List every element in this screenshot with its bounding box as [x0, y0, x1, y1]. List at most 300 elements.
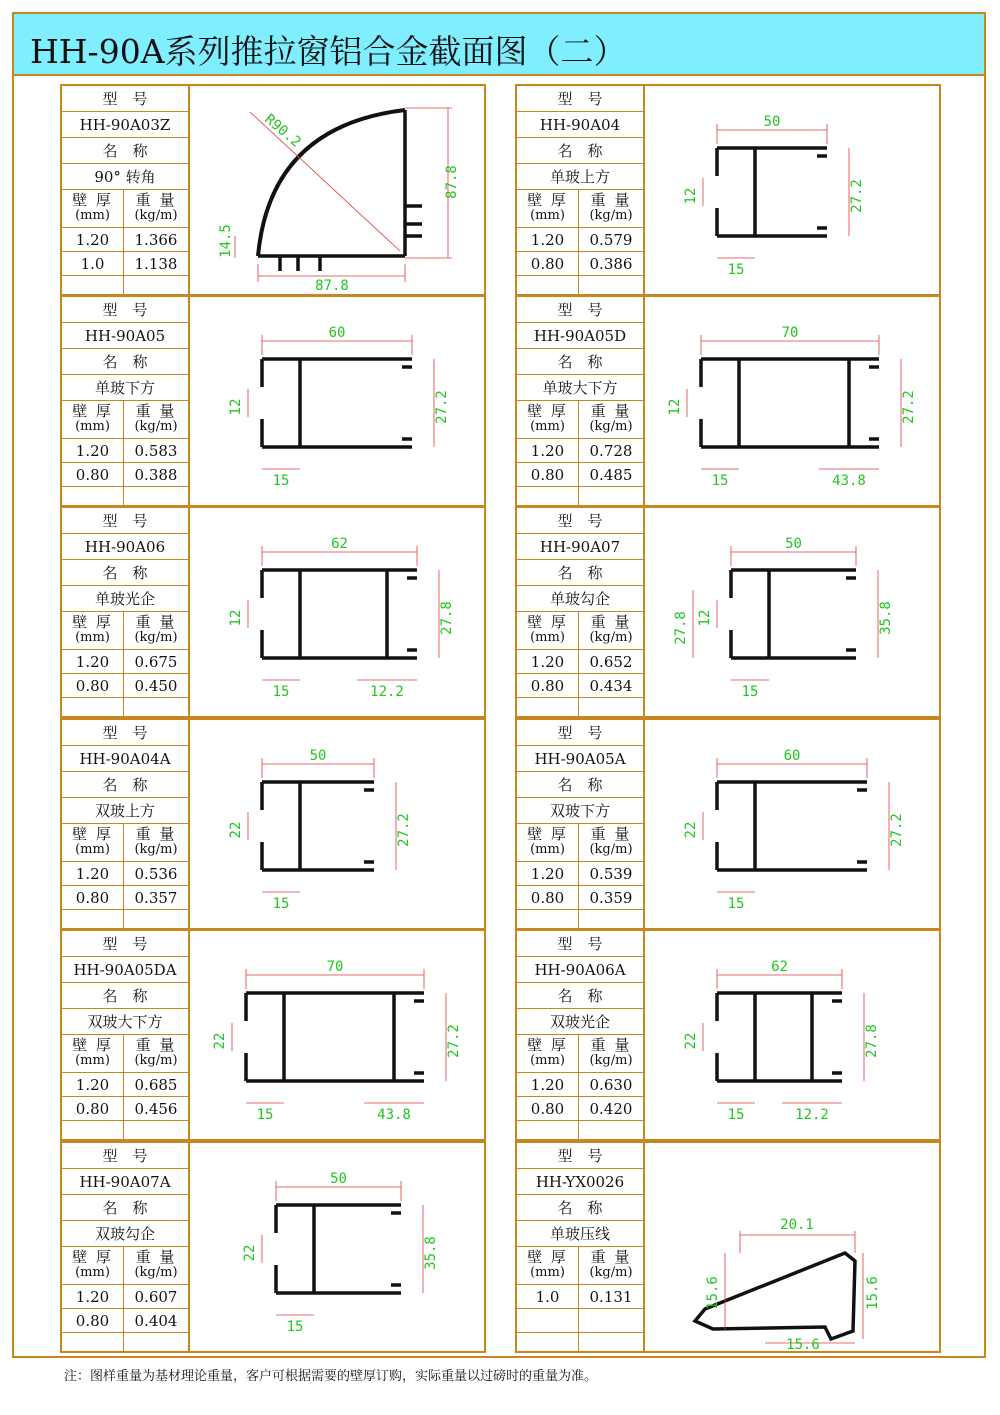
- spec-value-row: [62, 674, 188, 698]
- wall-thickness-value: [517, 1309, 579, 1332]
- dimension-label: 60: [783, 748, 801, 764]
- weight-value: 0.404: [134, 1312, 178, 1330]
- name-label: 名 称: [102, 142, 148, 160]
- dimension-label: 87.8: [315, 278, 349, 294]
- profile-card: [515, 506, 941, 718]
- profile-name-row: [62, 586, 188, 612]
- spec-value-row: [62, 228, 188, 252]
- weight-label-unit: (kg/m): [134, 1053, 178, 1068]
- weight-label-text: 重 量: [590, 613, 632, 631]
- thickness-label: [62, 190, 124, 227]
- dimension-label: 35.8: [423, 1236, 439, 1270]
- weight-label-text: 重 量: [135, 402, 177, 420]
- dimension-label: 15.6: [705, 1276, 721, 1310]
- model-label-row: [517, 1143, 643, 1169]
- profile-name-row: [62, 1221, 188, 1247]
- dimension-label: 15: [727, 1107, 745, 1123]
- weight-label: [124, 401, 188, 438]
- weight-value: [124, 1333, 188, 1351]
- dimension-label: 27.2: [901, 390, 917, 424]
- page-title: HH-90A系列推拉窗铝合金截面图（二）: [30, 32, 627, 71]
- model-number-row: [62, 746, 188, 772]
- spec-value-row: [517, 1121, 643, 1139]
- wall-thickness-value: 1.20: [62, 650, 124, 673]
- dimension-label: 12: [683, 187, 699, 205]
- weight-value: 0.630: [589, 1076, 633, 1094]
- model-number: HH-90A05DA: [73, 961, 177, 979]
- spec-value-row: [62, 1121, 188, 1139]
- thickness-label: [62, 1247, 124, 1284]
- name-label: 名 称: [557, 142, 603, 160]
- profile-card: [60, 84, 486, 296]
- weight-label-unit: (kg/m): [589, 1265, 633, 1280]
- spec-value-row: [62, 487, 188, 505]
- weight-value: 0.131: [589, 1288, 633, 1306]
- profile-outline: [364, 790, 374, 862]
- model-number: HH-90A05A: [534, 750, 626, 768]
- wall-thickness-value: 1.20: [517, 1073, 579, 1096]
- profile-outline: [701, 359, 879, 447]
- profile-cross-section: [190, 931, 484, 1139]
- weight-label-text: 重 量: [590, 1248, 632, 1266]
- footnote: 注：图样重量为基材理论重量，客户可根据需要的壁厚订购，实际重量以过磅时的重量为准。: [64, 1369, 598, 1384]
- weight-label: [124, 612, 188, 649]
- profile-outline: [869, 367, 879, 439]
- dimension-label: 15: [256, 1107, 274, 1123]
- name-label-row: [62, 138, 188, 164]
- profile-name-row: [517, 1221, 643, 1247]
- name-label: 名 称: [557, 353, 603, 371]
- wall-thickness-value: 0.80: [517, 674, 579, 697]
- spec-table: [62, 508, 190, 716]
- weight-label-text: 重 量: [135, 825, 177, 843]
- weight-label-unit: (kg/m): [589, 208, 633, 223]
- wall-thickness-value: 0.80: [517, 463, 579, 486]
- weight-value: [579, 1309, 643, 1332]
- model-label-row: [62, 508, 188, 534]
- profile-card: [60, 506, 486, 718]
- profile-cross-section: [645, 86, 939, 294]
- model-label: 型 号: [557, 90, 603, 108]
- wall-thickness-value: [517, 910, 579, 928]
- model-label: 型 号: [102, 90, 148, 108]
- model-number-row: [517, 323, 643, 349]
- spec-value-row: [62, 698, 188, 716]
- thickness-label-text: 壁 厚: [72, 191, 113, 209]
- wall-thickness-value: [517, 487, 579, 505]
- model-label-row: [517, 86, 643, 112]
- spec-value-row: [62, 463, 188, 487]
- model-number: HH-90A04: [539, 116, 621, 134]
- wall-thickness-value: 0.80: [62, 1097, 124, 1120]
- model-number-row: [62, 1169, 188, 1195]
- spec-header-row: [517, 1035, 643, 1073]
- weight-label: [579, 824, 643, 861]
- name-label-row: [517, 349, 643, 375]
- dimension-label: 35.8: [878, 601, 894, 635]
- profile-cross-section: [190, 1143, 484, 1351]
- wall-thickness-value: 0.80: [517, 886, 579, 909]
- wall-thickness-value: 1.20: [62, 228, 124, 251]
- profile-name: 双玻大下方: [87, 1013, 163, 1031]
- weight-label-unit: (kg/m): [134, 630, 178, 645]
- weight-label-text: 重 量: [135, 1036, 177, 1054]
- section-drawing: [645, 508, 939, 716]
- profile-outline: [414, 1001, 424, 1073]
- weight-value: 0.652: [589, 653, 633, 671]
- spec-value-row: [517, 1097, 643, 1121]
- section-drawing: [645, 1143, 939, 1351]
- profile-cross-section: [645, 297, 939, 505]
- wall-thickness-value: 0.80: [62, 674, 124, 697]
- weight-label-unit: (kg/m): [134, 419, 178, 434]
- dimension-label: 27.8: [439, 601, 455, 635]
- model-label: 型 号: [102, 935, 148, 953]
- spec-table: [62, 931, 190, 1139]
- spec-value-row: [517, 910, 643, 928]
- weight-label: [124, 1035, 188, 1072]
- thickness-label-unit: (mm): [530, 1053, 565, 1068]
- spec-value-row: [517, 698, 643, 716]
- profile-name: 90° 转角: [94, 168, 156, 186]
- dimension-label: 15: [711, 473, 729, 489]
- model-label-row: [517, 931, 643, 957]
- name-label-row: [517, 772, 643, 798]
- section-drawing: [190, 508, 484, 716]
- weight-label: [579, 1035, 643, 1072]
- wall-thickness-value: 1.20: [517, 439, 579, 462]
- model-label: 型 号: [557, 935, 603, 953]
- spec-header-row: [62, 824, 188, 862]
- profile-name-row: [517, 586, 643, 612]
- spec-header-row: [62, 190, 188, 228]
- model-number-row: [62, 112, 188, 138]
- profile-name: 单玻光企: [94, 590, 155, 608]
- wall-thickness-value: 0.80: [517, 1097, 579, 1120]
- dimension-label: 50: [330, 1171, 347, 1187]
- name-label: 名 称: [557, 1199, 603, 1217]
- thickness-label: [62, 612, 124, 649]
- weight-value: 0.450: [134, 677, 178, 695]
- thickness-label: [517, 1035, 579, 1072]
- thickness-label-unit: (mm): [530, 630, 565, 645]
- profile-cross-section: [190, 720, 484, 928]
- wall-thickness-value: 1.0: [62, 252, 124, 275]
- thickness-label-text: 壁 厚: [527, 825, 568, 843]
- profile-name: 双玻光企: [549, 1013, 610, 1031]
- wall-thickness-value: 1.0: [517, 1285, 579, 1308]
- model-label: 型 号: [102, 1147, 148, 1165]
- section-drawing: [645, 720, 939, 928]
- dimension-label: 50: [309, 748, 327, 764]
- weight-label-text: 重 量: [135, 613, 177, 631]
- weight-label: [124, 824, 188, 861]
- weight-value: [124, 487, 188, 505]
- name-label-row: [517, 983, 643, 1009]
- spec-value-row: [517, 439, 643, 463]
- profile-outline: [391, 1213, 401, 1285]
- model-number-row: [62, 957, 188, 983]
- thickness-label: [62, 824, 124, 861]
- model-label: 型 号: [102, 724, 148, 742]
- dimension-label: 87.8: [444, 165, 460, 199]
- profile-card: [60, 295, 486, 507]
- spec-header-row: [517, 824, 643, 862]
- dimension-label: 27.2: [434, 390, 450, 424]
- profile-cross-section: [645, 1143, 939, 1351]
- profile-card: [515, 295, 941, 507]
- weight-value: 0.386: [589, 255, 633, 273]
- wall-thickness-value: 1.20: [62, 862, 124, 885]
- name-label-row: [517, 1195, 643, 1221]
- dimension-label: 22: [242, 1244, 258, 1262]
- weight-value: 0.434: [589, 677, 633, 695]
- thickness-label-unit: (mm): [530, 1265, 565, 1280]
- model-number-row: [62, 534, 188, 560]
- model-number-row: [517, 1169, 643, 1195]
- thickness-label-unit: (mm): [75, 1265, 110, 1280]
- name-label-row: [62, 349, 188, 375]
- profile-name: 双玻勾企: [94, 1225, 155, 1243]
- section-drawing: [645, 297, 939, 505]
- weight-label: [124, 1247, 188, 1284]
- wall-thickness-value: [62, 487, 124, 505]
- dimension-label: 27.2: [446, 1024, 462, 1058]
- profile-outline: [731, 570, 856, 658]
- profile-outline: [246, 993, 424, 1081]
- thickness-label: [62, 1035, 124, 1072]
- thickness-label-text: 壁 厚: [72, 402, 113, 420]
- profile-card: [515, 718, 941, 930]
- weight-value: [579, 910, 643, 928]
- wall-thickness-value: 0.80: [517, 252, 579, 275]
- spec-value-row: [517, 674, 643, 698]
- weight-value: [124, 910, 188, 928]
- spec-table: [517, 931, 645, 1139]
- dimension-label: 12: [667, 398, 683, 416]
- model-number: HH-90A06A: [534, 961, 626, 979]
- dimension-label: 70: [326, 959, 344, 975]
- weight-label: [579, 401, 643, 438]
- spec-value-row: [62, 650, 188, 674]
- spec-value-row: [517, 650, 643, 674]
- model-number-row: [62, 323, 188, 349]
- dimension-label: 50: [785, 536, 802, 552]
- weight-label: [579, 612, 643, 649]
- spec-value-row: [62, 1285, 188, 1309]
- wall-thickness-value: 1.20: [62, 1285, 124, 1308]
- profile-outline: [262, 782, 374, 870]
- wall-thickness-value: 1.20: [517, 650, 579, 673]
- model-label-row: [517, 508, 643, 534]
- model-label: 型 号: [557, 512, 603, 530]
- profile-name: 单玻压线: [549, 1225, 610, 1243]
- section-drawing: [645, 86, 939, 294]
- profile-name-row: [517, 164, 643, 190]
- wall-thickness-value: [517, 276, 579, 294]
- thickness-label-unit: (mm): [75, 1053, 110, 1068]
- model-label: 型 号: [557, 1147, 603, 1165]
- weight-label-text: 重 量: [135, 191, 177, 209]
- weight-value: [124, 276, 188, 294]
- weight-value: 0.536: [134, 865, 178, 883]
- thickness-label-text: 壁 厚: [527, 613, 568, 631]
- profile-outline: [262, 570, 417, 658]
- thickness-label-text: 壁 厚: [72, 1248, 113, 1266]
- profile-cross-section: [645, 720, 939, 928]
- wall-thickness-value: [62, 1121, 124, 1139]
- weight-label: [579, 190, 643, 227]
- section-drawing: [190, 720, 484, 928]
- section-drawing: [190, 86, 484, 294]
- profile-cross-section: [190, 508, 484, 716]
- model-label-row: [62, 297, 188, 323]
- weight-label-unit: (kg/m): [589, 842, 633, 857]
- name-label: 名 称: [557, 987, 603, 1005]
- profile-name: 单玻下方: [94, 379, 155, 397]
- thickness-label-text: 壁 厚: [72, 825, 113, 843]
- dimension-label: 22: [228, 821, 244, 839]
- profile-cross-section: [190, 86, 484, 294]
- spec-value-row: [517, 487, 643, 505]
- spec-value-row: [62, 910, 188, 928]
- dimension-label: 20.1: [780, 1217, 814, 1233]
- model-number: HH-90A03Z: [79, 116, 171, 134]
- thickness-label-text: 壁 厚: [72, 613, 113, 631]
- profile-cross-section: [190, 297, 484, 505]
- dimension-label: 15.6: [865, 1276, 881, 1310]
- spec-value-row: [517, 228, 643, 252]
- dimension-label: 60: [328, 325, 346, 341]
- name-label: 名 称: [557, 776, 603, 794]
- dimension-label: 62: [331, 536, 348, 552]
- weight-label-text: 重 量: [590, 1036, 632, 1054]
- profile-card: [60, 929, 486, 1141]
- spec-header-row: [517, 401, 643, 439]
- weight-label: [124, 190, 188, 227]
- model-number: HH-90A05: [84, 327, 166, 345]
- dimension-label: 22: [212, 1032, 228, 1050]
- spec-value-row: [517, 1073, 643, 1097]
- weight-value: [124, 698, 188, 716]
- name-label: 名 称: [557, 564, 603, 582]
- model-number-row: [517, 746, 643, 772]
- profile-outline: [832, 1001, 842, 1073]
- model-label-row: [62, 1143, 188, 1169]
- weight-value: [579, 1121, 643, 1139]
- name-label: 名 称: [102, 987, 148, 1005]
- weight-value: [124, 1121, 188, 1139]
- thickness-label-unit: (mm): [75, 630, 110, 645]
- weight-label: [579, 1247, 643, 1284]
- wall-thickness-value: [62, 276, 124, 294]
- weight-value: 0.685: [134, 1076, 178, 1094]
- spec-table: [517, 508, 645, 716]
- profile-name-row: [517, 798, 643, 824]
- profile-name-row: [62, 1009, 188, 1035]
- profile-card: [515, 1141, 941, 1353]
- spec-table: [62, 1143, 190, 1351]
- thickness-label: [517, 1247, 579, 1284]
- dimension-label: 15: [727, 896, 745, 912]
- thickness-label-text: 壁 厚: [527, 191, 568, 209]
- model-number-row: [517, 534, 643, 560]
- thickness-label-unit: (mm): [75, 208, 110, 223]
- profile-name-row: [62, 798, 188, 824]
- wall-thickness-value: [517, 1121, 579, 1139]
- profile-outline: [717, 782, 867, 870]
- name-label: 名 称: [102, 776, 148, 794]
- dimension-label: 14.5: [218, 224, 234, 258]
- spec-value-row: [62, 439, 188, 463]
- profile-outline: [817, 156, 827, 228]
- name-label: 名 称: [102, 564, 148, 582]
- dimension-label: 22: [683, 821, 699, 839]
- profile-outline: [717, 148, 827, 236]
- weight-value: 0.607: [134, 1288, 178, 1306]
- spec-header-row: [517, 190, 643, 228]
- profile-name: 单玻勾企: [549, 590, 610, 608]
- section-drawing: [190, 931, 484, 1139]
- weight-label-unit: (kg/m): [134, 1265, 178, 1280]
- weight-value: 0.359: [589, 889, 633, 907]
- profile-name-row: [517, 375, 643, 401]
- name-label-row: [62, 772, 188, 798]
- profile-outline: [405, 206, 422, 236]
- model-number: HH-90A04A: [79, 750, 171, 768]
- spec-value-row: [517, 886, 643, 910]
- weight-value: 0.539: [589, 865, 633, 883]
- weight-value: 0.675: [134, 653, 178, 671]
- thickness-label: [517, 612, 579, 649]
- thickness-label-unit: (mm): [75, 419, 110, 434]
- spec-value-row: [62, 1309, 188, 1333]
- dimension-label: 27.8: [864, 1024, 880, 1058]
- name-label: 名 称: [102, 353, 148, 371]
- weight-value: 1.138: [134, 255, 178, 273]
- model-label: 型 号: [102, 301, 148, 319]
- model-label: 型 号: [557, 301, 603, 319]
- name-label-row: [62, 560, 188, 586]
- section-drawing: [190, 297, 484, 505]
- spec-header-row: [62, 1247, 188, 1285]
- profile-name-row: [62, 164, 188, 190]
- profile-cross-section: [645, 931, 939, 1139]
- spec-header-row: [517, 1247, 643, 1285]
- dimension-label: 12.2: [795, 1107, 829, 1123]
- title-bar: [14, 14, 984, 76]
- weight-label-unit: (kg/m): [589, 1053, 633, 1068]
- model-label-row: [62, 86, 188, 112]
- wall-thickness-value: 1.20: [517, 862, 579, 885]
- profile-name-row: [517, 1009, 643, 1035]
- model-number-row: [517, 112, 643, 138]
- wall-thickness-value: [62, 1333, 124, 1351]
- weight-value: 0.583: [134, 442, 178, 460]
- spec-table: [62, 720, 190, 928]
- wall-thickness-value: [517, 698, 579, 716]
- spec-value-row: [517, 1309, 643, 1333]
- model-number: HH-90A05D: [533, 327, 627, 345]
- weight-label-unit: (kg/m): [134, 842, 178, 857]
- spec-value-row: [62, 1097, 188, 1121]
- profile-card: [60, 718, 486, 930]
- name-label-row: [62, 983, 188, 1009]
- profile-name: 双玻上方: [94, 802, 155, 820]
- wall-thickness-value: 0.80: [62, 463, 124, 486]
- dimension-label: 15: [272, 896, 290, 912]
- spec-value-row: [517, 862, 643, 886]
